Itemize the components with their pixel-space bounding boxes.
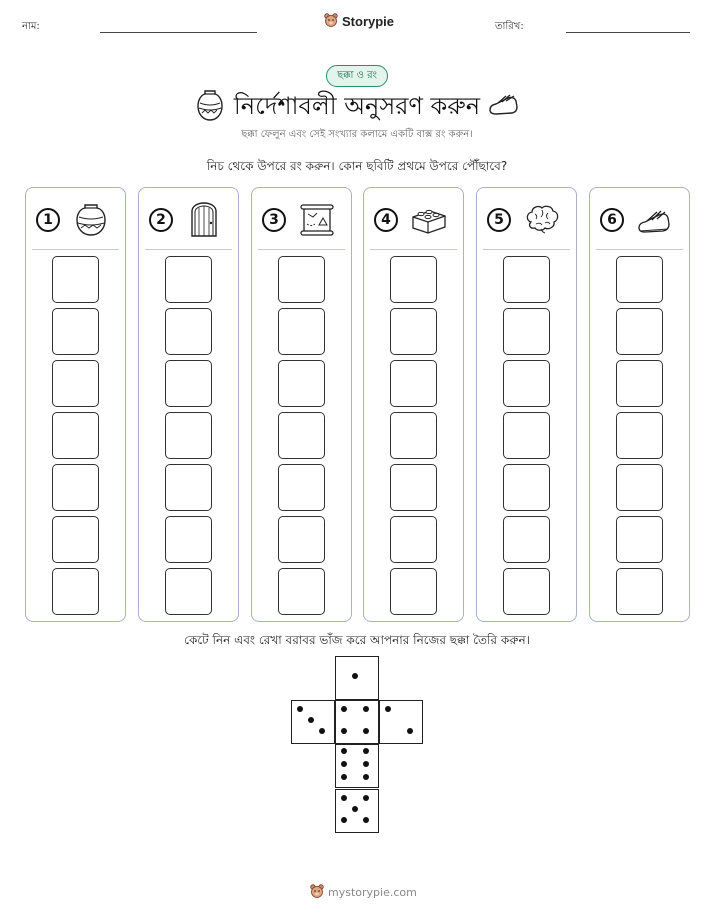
column-divider (145, 249, 232, 250)
dice-pip (352, 673, 358, 679)
color-box[interactable] (390, 256, 437, 303)
color-box[interactable] (52, 360, 99, 407)
sandal-icon (636, 202, 674, 238)
color-box[interactable] (616, 412, 663, 459)
column-6 (589, 187, 690, 622)
color-box[interactable] (278, 256, 325, 303)
dice-face-6 (335, 744, 379, 788)
dice-pip (341, 748, 347, 754)
color-box[interactable] (278, 516, 325, 563)
dice-net (291, 656, 424, 834)
dice-pip (341, 728, 347, 734)
column-divider (258, 249, 345, 250)
dice-pip (341, 706, 347, 712)
column-divider (32, 249, 119, 250)
dice-pip (363, 706, 369, 712)
color-box[interactable] (616, 568, 663, 615)
column-1 (25, 187, 126, 622)
column-number: 5 (487, 208, 511, 232)
column-number: 3 (262, 208, 286, 232)
color-box[interactable] (52, 568, 99, 615)
lego-brick-icon (410, 202, 448, 238)
instruction-text: নিচ থেকে উপরে রং করুন। কোন ছবিটি প্রথমে উপরে পৌঁছাবে? (206, 159, 508, 173)
column-2 (138, 187, 239, 622)
color-box[interactable] (165, 360, 212, 407)
color-box[interactable] (52, 412, 99, 459)
page-title: নির্দেশাবলী অনুসরণ করুন (233, 92, 481, 120)
activity-tag: ছক্কা ও রং (326, 65, 388, 87)
color-box[interactable] (278, 412, 325, 459)
dice-pip (341, 795, 347, 801)
color-box[interactable] (503, 412, 550, 459)
color-box[interactable] (503, 464, 550, 511)
dice-pip (363, 748, 369, 754)
column-number: 1 (36, 208, 60, 232)
color-box[interactable] (503, 256, 550, 303)
color-box[interactable] (52, 308, 99, 355)
color-box[interactable] (616, 308, 663, 355)
dice-pip (341, 774, 347, 780)
column-3 (251, 187, 352, 622)
column-divider (370, 249, 457, 250)
color-box[interactable] (390, 412, 437, 459)
color-box[interactable] (390, 308, 437, 355)
name-field-line[interactable] (100, 32, 257, 33)
date-label: তারিখ: (495, 21, 524, 32)
color-box[interactable] (390, 360, 437, 407)
column-divider (596, 249, 683, 250)
bear-mascot-icon (324, 13, 338, 29)
color-box[interactable] (390, 464, 437, 511)
color-box[interactable] (390, 568, 437, 615)
column-number: 2 (149, 208, 173, 232)
brain-icon (523, 202, 561, 238)
dice-face-2 (379, 700, 423, 744)
color-box[interactable] (52, 256, 99, 303)
color-box[interactable] (503, 360, 550, 407)
color-box[interactable] (278, 308, 325, 355)
bear-mascot-icon (310, 884, 324, 900)
color-box[interactable] (503, 568, 550, 615)
color-box[interactable] (165, 256, 212, 303)
color-box[interactable] (503, 516, 550, 563)
map-scroll-icon (298, 202, 336, 238)
color-box[interactable] (616, 464, 663, 511)
dice-face-4 (335, 700, 379, 744)
color-box[interactable] (616, 256, 663, 303)
color-box[interactable] (390, 516, 437, 563)
pot-icon (72, 202, 110, 238)
color-box[interactable] (616, 516, 663, 563)
column-5 (476, 187, 577, 622)
color-box[interactable] (165, 464, 212, 511)
date-field-line[interactable] (566, 32, 690, 33)
brand-name: Storypie (342, 13, 395, 29)
footer-url: mystorypie.com (328, 885, 417, 899)
dice-pip (308, 717, 314, 723)
dice-pip (385, 706, 391, 712)
dice-pip (341, 817, 347, 823)
color-box[interactable] (165, 308, 212, 355)
color-box[interactable] (165, 516, 212, 563)
color-box[interactable] (278, 464, 325, 511)
dice-pip (341, 761, 347, 767)
color-box[interactable] (165, 412, 212, 459)
dice-face-3 (291, 700, 335, 744)
column-divider (483, 249, 570, 250)
column-number: 4 (374, 208, 398, 232)
color-box[interactable] (52, 464, 99, 511)
cut-instruction: কেটে নিন এবং রেখা বরাবর ভাঁজ করে আপনার নিজের ছক্কা তৈরি করুন। (184, 633, 530, 647)
dice-pip (407, 728, 413, 734)
dice-pip (319, 728, 325, 734)
color-box[interactable] (278, 360, 325, 407)
dice-pip (363, 761, 369, 767)
dice-pip (363, 795, 369, 801)
dice-face-5 (335, 789, 379, 833)
column-number: 6 (600, 208, 624, 232)
color-box[interactable] (52, 516, 99, 563)
color-box[interactable] (503, 308, 550, 355)
dice-pip (363, 728, 369, 734)
dice-face-1 (335, 656, 379, 700)
footer (310, 884, 417, 900)
door-icon (185, 202, 223, 238)
dice-pip (363, 774, 369, 780)
subtitle: ছক্কা ফেলুন এবং সেই সংখ্যার কলামে একটি বাক্স রং করুন। (241, 129, 473, 140)
brand-logo (324, 13, 394, 29)
dice-pip (363, 817, 369, 823)
color-box[interactable] (278, 568, 325, 615)
sandal-icon (487, 90, 521, 118)
color-box[interactable] (165, 568, 212, 615)
dice-pip (352, 806, 358, 812)
color-box[interactable] (616, 360, 663, 407)
dice-pip (297, 706, 303, 712)
name-label: নাম: (22, 21, 40, 32)
column-4 (363, 187, 464, 622)
